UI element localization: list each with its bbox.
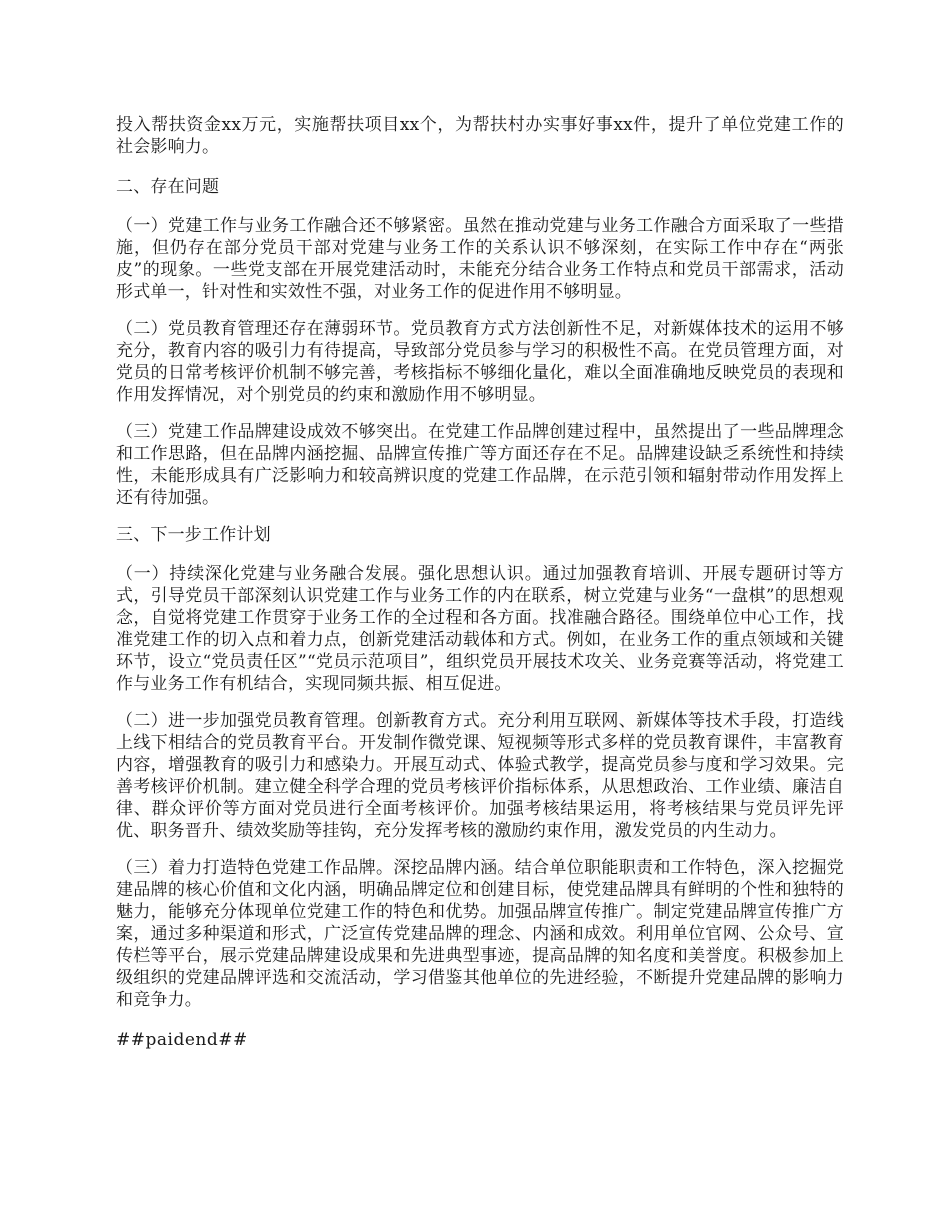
document-body xyxy=(116,114,844,1051)
problem-paragraph-1: （一）党建工作与业务工作融合还不够紧密。虽然在推动党建与业务工作融合方面采取了一些措施，但仍存在部分党员干部对党建与业务工作的关系认识不够深刻，在实际工作中存在“两张皮”的现象。一些党支部在开展党建活动时，未能充分结合业务工作特点和党员干部需求，活动形式单一，针对性和实效性不强，对业务工作的促进作用不够明显。 xyxy=(116,216,844,302)
plan-paragraph-1: （一）持续深化党建与业务融合发展。强化思想认识。通过加强教育培训、开展专题研讨等方式，引导党员干部深刻认识党建工作与业务工作的内在联系，树立党建与业务“一盘棋”的思想观念，自觉将党建工作贯穿于业务工作的全过程和各方面。找准融合路径。围绕单位中心工作，找准党建工作的切入点和着力点，创新党建活动载体和方式。例如，在业务工作的重点领域和关键环节，设立“党员责任区”“党员示范项目”，组织党员开展技术攻关、业务竞赛等活动，将党建工作与业务工作有机结合，实现同频共振、相互促进。 xyxy=(116,564,844,694)
section-heading-next-steps: 三、下一步工作计划 xyxy=(116,525,271,545)
intro-paragraph: 投入帮扶资金xx万元，实施帮扶项目xx个，为帮扶村办实事好事xx件，提升了单位党建工作的社会影响力。 xyxy=(116,115,844,157)
paid-end-marker: ##paidend## xyxy=(116,1030,248,1050)
plan-paragraph-3: （三）着力打造特色党建工作品牌。深挖品牌内涵。结合单位职能职责和工作特色，深入挖掘党建品牌的核心价值和文化内涵，明确品牌定位和创建目标，使党建品牌具有鲜明的个性和独特的魅力，能够充分体现单位党建工作的特色和优势。加强品牌宣传推广。制定党建品牌宣传推广方案，通过多种渠道和形式，广泛宣传党建品牌的理念、内涵和成效。利用单位官网、公众号、宣传栏等平台，展示党建品牌建设成果和先进典型事迹，提高品牌的知名度和美誉度。积极参加上级组织的党建品牌评选和交流活动，学习借鉴其他单位的先进经验，不断提升党建品牌的影响力和竞争力。 xyxy=(116,858,844,1010)
problem-paragraph-2: （二）党员教育管理还存在薄弱环节。党员教育方式方法创新性不足，对新媒体技术的运用不够充分，教育内容的吸引力有待提高，导致部分党员参与学习的积极性不高。在党员管理方面，对党员的日常考核评价机制不够完善，考核指标不够细化量化，难以全面准确地反映党员的表现和作用发挥情况，对个别党员的约束和激励作用不够明显。 xyxy=(116,319,844,405)
plan-paragraph-2: （二）进一步加强党员教育管理。创新教育方式。充分利用互联网、新媒体等技术手段，打造线上线下相结合的党员教育平台。开发制作微党课、短视频等形式多样的党员教育课件，丰富教育内容，增强教育的吸引力和感染力。开展互动式、体验式教学，提高党员参与度和学习效果。完善考核评价机制。建立健全科学合理的党员考核评价指标体系，从思想政治、工作业绩、廉洁自律、群众评价等方面对党员进行全面考核评价。加强考核结果运用，将考核结果与党员评先评优、职务晋升、绩效奖励等挂钩，充分发挥考核的激励约束作用，激发党员的内生动力。 xyxy=(116,711,844,841)
section-heading-problems: 二、存在问题 xyxy=(116,177,220,197)
problem-paragraph-3: （三）党建工作品牌建设成效不够突出。在党建工作品牌创建过程中，虽然提出了一些品牌理念和工作思路，但在品牌内涵挖掘、品牌宣传推广等方面还存在不足。品牌建设缺乏系统性和持续性，未能形成具有广泛影响力和较高辨识度的党建工作品牌，在示范引领和辐射带动作用发挥上还有待加强。 xyxy=(116,422,844,508)
